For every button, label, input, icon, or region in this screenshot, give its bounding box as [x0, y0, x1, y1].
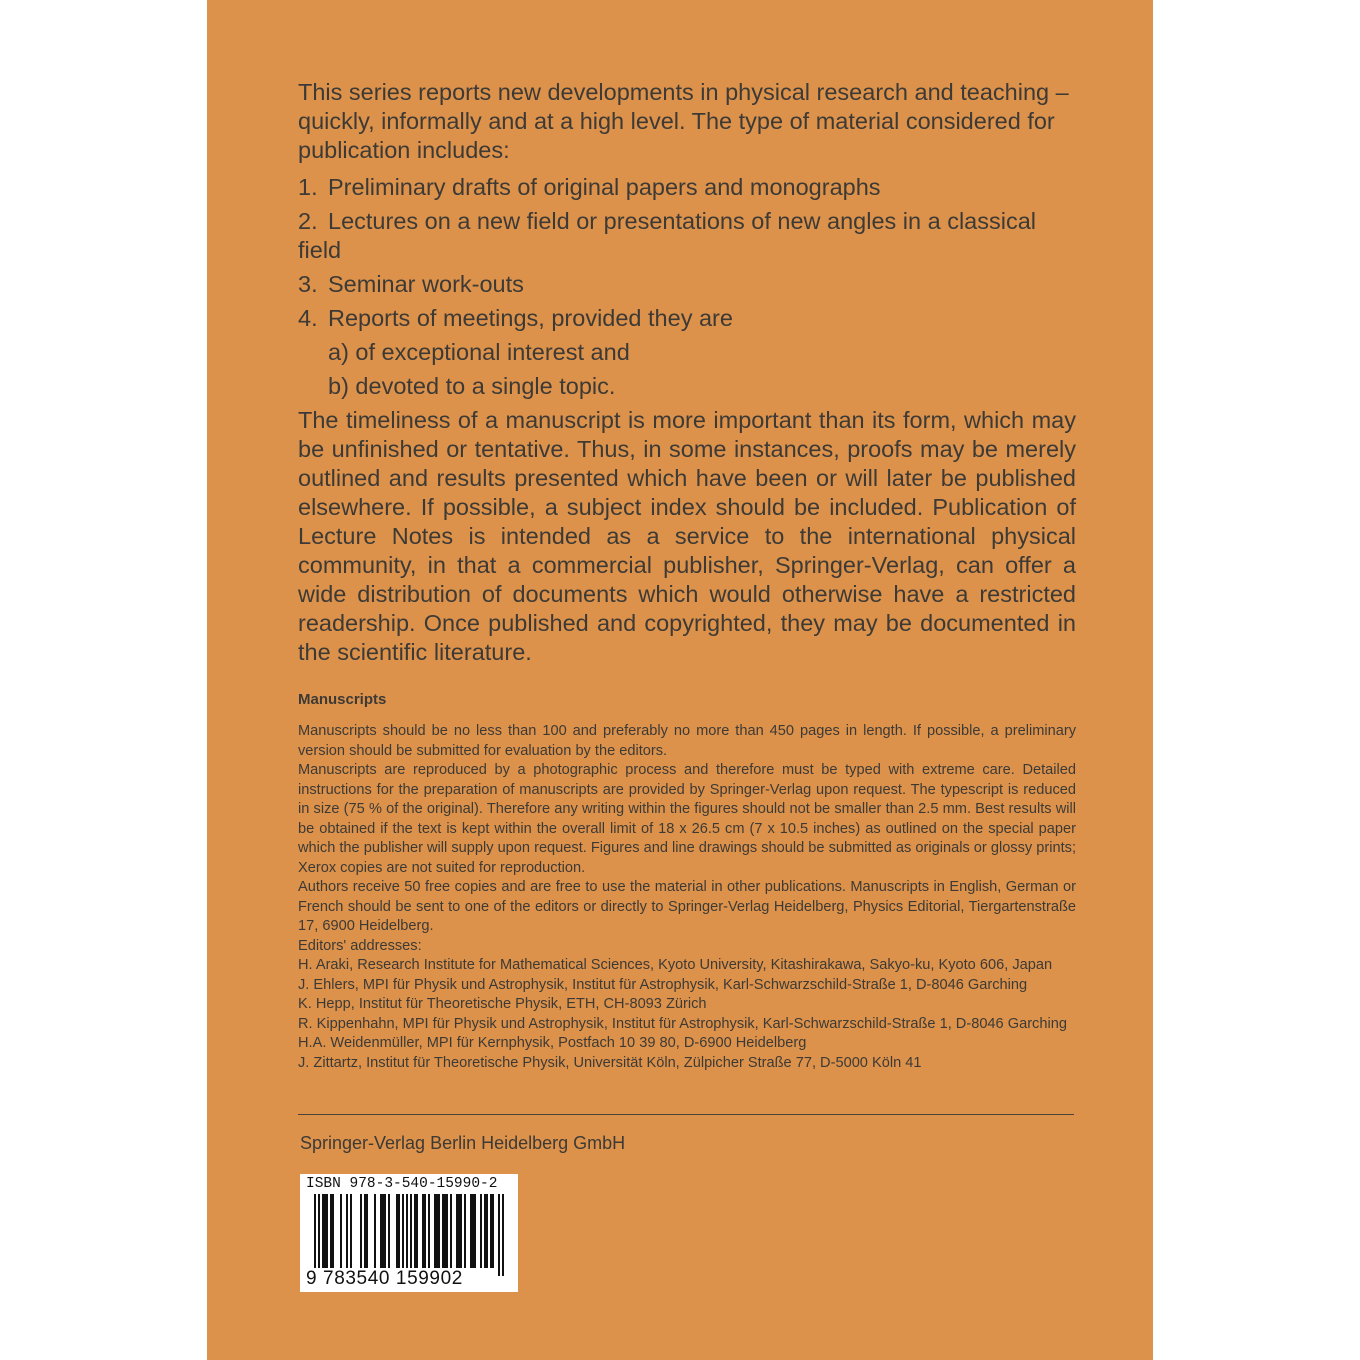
list-item: 2. Lectures on a new field or presentations of new angles in a classical field	[298, 208, 1037, 263]
cover-text	[298, 78, 1076, 1073]
editor-address: R. Kippenhahn, MPI für Physik und Astrophysik, Institut für Astrophysik, Karl-Schwarzschild-Straße 1, D-8046 Garching	[298, 1015, 1067, 1032]
authors-paragraph: Authors receive 50 free copies and are free to use the material in other publications. Manuscripts in English, German or French should be sent to one of the editors or directly to Springer-Verlag Heidelberg, Physics Editorial, Tiergartenstraße 17, 6900 Heidelberg.	[298, 879, 1076, 934]
barcode-bar	[406, 1194, 408, 1276]
barcode-bar	[490, 1194, 492, 1268]
list-item: 4. Reports of meetings, provided they are	[298, 305, 733, 331]
barcode-bar	[446, 1194, 448, 1268]
barcode-bar	[396, 1194, 398, 1268]
editor-address: H.A. Weidenmüller, MPI für Kernphysik, Postfach 10 39 80, D-6900 Heidelberg	[298, 1035, 807, 1051]
barcode-bar	[384, 1194, 386, 1268]
barcode-bar	[438, 1194, 440, 1268]
barcode-bar	[480, 1194, 482, 1268]
barcode-bar	[350, 1194, 352, 1268]
barcode-bar	[330, 1194, 332, 1268]
barcode-bar	[436, 1194, 438, 1268]
barcode-bar	[450, 1194, 452, 1268]
barcode-bar	[474, 1194, 476, 1268]
manuscripts-length-paragraph: Manuscripts should be no less than 100 and preferably no more than 450 pages in length. If possible, a preliminary version should be submitted for evaluation by the editors.	[298, 723, 1076, 759]
barcode-bar	[314, 1194, 316, 1276]
isbn-barcode	[300, 1174, 518, 1292]
barcode-bar	[464, 1194, 466, 1268]
barcode-bar	[456, 1194, 458, 1268]
list-item: 1. Preliminary drafts of original papers and monographs	[298, 174, 881, 200]
list-item: 3. Seminar work-outs	[298, 271, 524, 297]
barcode-bar	[410, 1194, 412, 1276]
barcode-bar	[318, 1194, 320, 1276]
barcode-bar	[326, 1194, 328, 1268]
barcode-bar	[416, 1194, 418, 1268]
barcode-bar	[486, 1194, 488, 1268]
barcode-bar	[414, 1194, 416, 1268]
barcode-bar	[380, 1194, 382, 1268]
barcode-bar	[322, 1194, 324, 1268]
barcode-bar	[424, 1194, 426, 1268]
divider-rule	[298, 1114, 1074, 1115]
barcode-bar	[382, 1194, 384, 1268]
barcode-bar	[434, 1194, 436, 1268]
barcode-bar	[346, 1194, 348, 1268]
timeliness-paragraph: The timeliness of a manuscript is more important than its form, which may be unfinished or tentative. Thus, in some instances, proofs may be merely outlined and results presented which have been or will later be published elsewhere. If possible, a subject index should be included. Publication of Lecture Notes is intended as a service to the international physical community, in that a commercial publisher, Springer-Verlag, can offer a wide distribution of documents which would otherwise have a restricted readership. Once published and copyrighted, they may be documented in the scientific literature.	[298, 407, 1076, 665]
barcode-bar	[374, 1194, 376, 1268]
editor-address: K. Hepp, Institut für Theoretische Physik, ETH, CH-8093 Zürich	[298, 996, 707, 1012]
barcode-bar	[442, 1194, 444, 1268]
barcode-bar	[484, 1194, 486, 1268]
editor-address: H. Araki, Research Institute for Mathematical Sciences, Kyoto University, Kitashirakawa, Sakyo-ku, Kyoto 606, Japan	[298, 957, 1053, 973]
isbn-number: ISBN 978-3-540-15990-2	[306, 1176, 498, 1192]
editor-address: J. Ehlers, MPI für Physik und Astrophysik, Institut für Astrophysik, Karl-Schwarzschild-Straße 1, D-8046 Garching	[298, 976, 1028, 993]
barcode-bar	[324, 1194, 326, 1268]
manuscripts-heading: Manuscripts	[298, 691, 387, 708]
editors-heading: Editors' addresses:	[298, 937, 422, 954]
sub-list-item: a) of exceptional interest and	[328, 339, 630, 365]
barcode-bar	[498, 1194, 500, 1276]
material-list	[298, 173, 1076, 401]
barcode-bar	[364, 1194, 366, 1268]
editor-address: J. Zittartz, Institut für Theoretische Physik, Universität Köln, Zülpicher Straße 77, D-5000 Köln 41	[298, 1054, 922, 1071]
barcode-bar	[402, 1194, 404, 1268]
barcode-bar	[388, 1194, 390, 1268]
sub-list-item: b) devoted to a single topic.	[328, 373, 616, 399]
barcode-bar	[460, 1194, 462, 1268]
barcode-bar	[360, 1194, 362, 1268]
ean-digits: 9 783540 159902	[306, 1268, 463, 1289]
series-description: This series reports new developments in physical research and teaching – quickly, informally and at a high level. The type of material considered for publication includes:	[298, 79, 1069, 163]
barcode-bar	[472, 1194, 474, 1268]
barcode-bar	[492, 1194, 494, 1268]
barcode-bar	[428, 1194, 430, 1268]
barcode-bar	[502, 1194, 504, 1276]
barcode-bar	[444, 1194, 446, 1268]
barcode-bar	[366, 1194, 368, 1268]
barcode-bar	[470, 1194, 472, 1268]
barcode-bar	[422, 1194, 424, 1268]
barcode-bar	[458, 1194, 460, 1268]
barcode-bar	[340, 1194, 342, 1268]
barcode-bar	[398, 1194, 400, 1268]
publisher-name: Springer-Verlag Berlin Heidelberg GmbH	[300, 1133, 626, 1153]
barcode-bar	[332, 1194, 334, 1268]
manuscripts-preparation-paragraph: Manuscripts are reproduced by a photographic process and therefore must be typed with extreme care. Detailed instructions for the preparation of manuscripts are provided by Springer-Verlag upon request. The typescript is reduced in size (75 % of the original). Therefore any writing within the figures should not be smaller than 2.5 mm. Best results will be obtained if the text is kept within the overall limit of 18 x 26.5 cm (7 x 10.5 inches) as outlined on the special paper which the publisher will supply upon request. Figures and line drawings should be submitted as originals or glossy prints; Xerox copies are not suited for reproduction.	[298, 762, 1076, 876]
